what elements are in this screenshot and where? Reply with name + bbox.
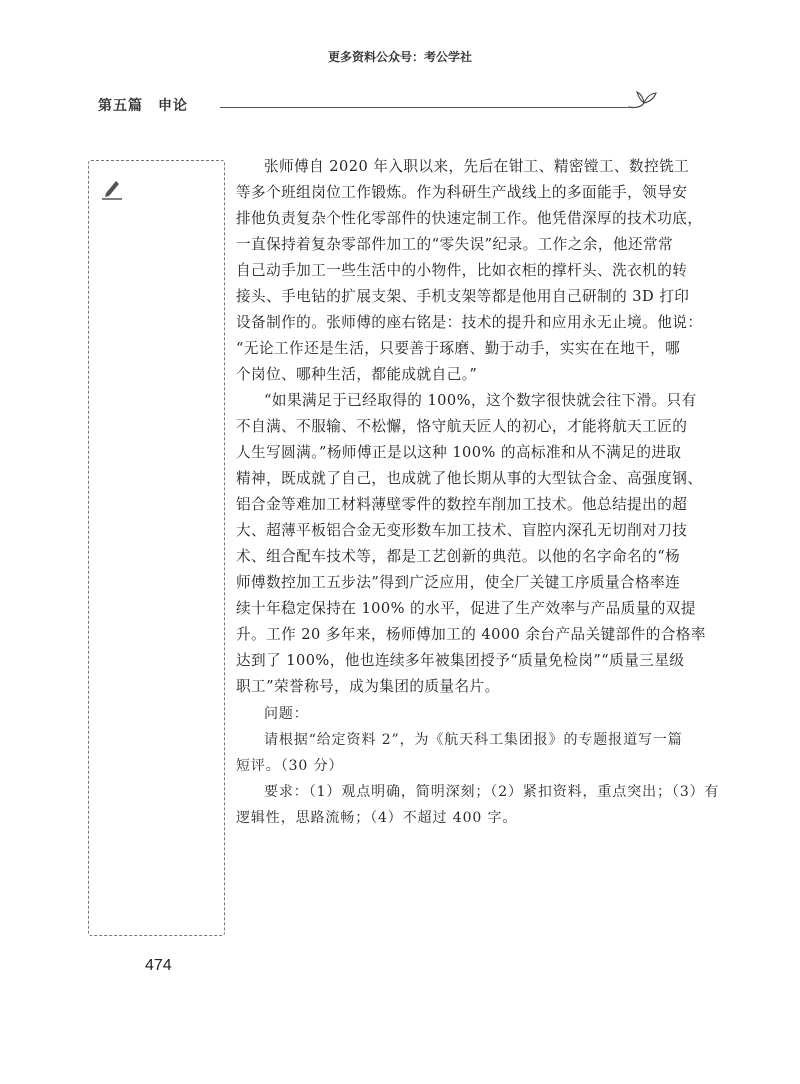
text-line: 设备制作的。张师傅的座右铭是：技术的提升和应用永无止境。他说： xyxy=(236,314,703,331)
watermark-text: 更多资料公众号：考公学社 xyxy=(327,50,472,64)
text-line: 自己动手加工一些生活中的小物件，比如衣柜的撑杆头、洗衣机的转 xyxy=(236,262,688,279)
text-line: 精神，既成就了自己，也成就了他长期从事的大型钛合金、高强度钢、 xyxy=(236,470,703,487)
text-line: “无论工作还是生活，只要善于琢磨、勤于动手，实实在在地干，哪 xyxy=(236,340,681,357)
text-line: 不自满、不服输、不松懈，恪守航天匠人的初心，才能将航天工匠的 xyxy=(236,418,688,435)
question-prompt-line: 请根据“给定资料 2”，为《航天科工集团报》的专题报道写一篇 xyxy=(264,732,683,748)
text-line: 职工”荣誉称号，成为集团的质量名片。 xyxy=(236,678,500,695)
text-line: 续十年稳定保持在 100% 的水平，促进了生产效率与产品质量的双提 xyxy=(236,600,696,617)
question-requirement-line: 逻辑性，思路流畅；（4）不超过 400 字。 xyxy=(236,810,518,826)
text-line: “如果满足于已经取得的 100%，这个数字很快就会往下滑。只有 xyxy=(264,392,697,409)
text-line: 大、超薄平板铝合金无变形数车加工技术、盲腔内深孔无切削对刀技 xyxy=(236,522,688,539)
question-requirement-line: 要求：（1）观点明确，简明深刻；（2）紧扣资料，重点突出；（3）有 xyxy=(264,784,720,800)
text-line: 张师傅自 2020 年入职以来，先后在钳工、精密镗工、数控铣工 xyxy=(264,158,690,175)
text-line: 师傅数控加工五步法”得到广泛应用，使全厂关键工序质量合格率连 xyxy=(236,574,681,591)
text-line: 达到了 100%，他也连续多年被集团授予“质量免检岗”“质量三星级 xyxy=(236,652,685,669)
page-number: 474 xyxy=(145,957,172,974)
question-prompt-line: 短评。（30 分） xyxy=(236,758,344,774)
section-title: 第五篇 申论 xyxy=(98,98,188,114)
text-line: 等多个班组岗位工作锻炼。作为科研生产战线上的多面能手，领导安 xyxy=(236,184,688,201)
text-line: 一直保持着复杂零部件加工的“零失误”纪录。工作之余，他还常常 xyxy=(236,236,674,253)
question-label: 问题： xyxy=(264,706,309,722)
text-line: 个岗位、哪种生活，都能成就自己。” xyxy=(236,366,478,383)
text-line: 铝合金等难加工材料薄壁零件的数控车削加工技术。他总结提出的超 xyxy=(236,496,688,513)
text-line: 升。工作 20 多年来，杨师傅加工的 4000 余台产品关键部件的合格率 xyxy=(236,626,706,643)
text-line: 术、组合配车技术等，都是工艺创新的典范。以他的名字命名的“杨 xyxy=(236,548,681,565)
text-line: 人生写圆满。”杨师傅正是以这种 100% 的高标准和从不满足的进取 xyxy=(236,444,682,461)
text-line: 排他负责复杂个性化零部件的快速定制工作。他凭借深厚的技术功底， xyxy=(236,210,703,227)
text-line: 接头、手电钻的扩展支架、手机支架等都是他用自己研制的 3D 打印 xyxy=(236,288,690,305)
